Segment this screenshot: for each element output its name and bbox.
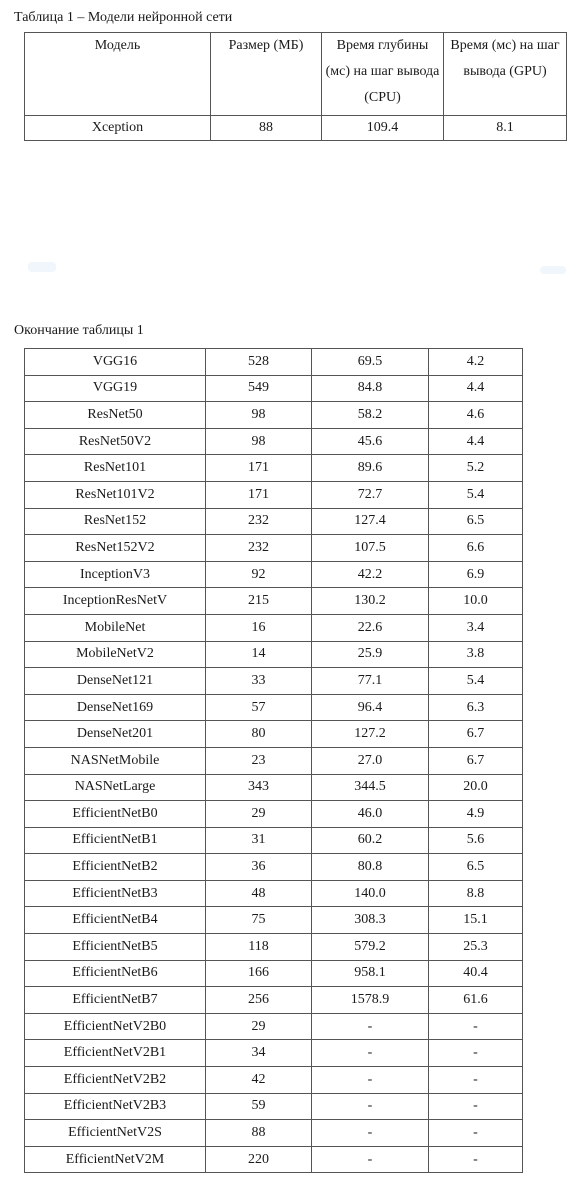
cell-gpu-time: 4.4 xyxy=(429,428,523,455)
table-row xyxy=(25,1146,523,1173)
cell-gpu-time: 6.7 xyxy=(429,721,523,748)
cell-gpu-time: 4.2 xyxy=(429,349,523,376)
cell-model: EfficientNetB7 xyxy=(25,987,206,1014)
cell-size: 29 xyxy=(206,1013,312,1040)
cell-size: 171 xyxy=(206,455,312,482)
cell-model: DenseNet121 xyxy=(25,668,206,695)
cell-model: EfficientNetV2M xyxy=(25,1146,206,1173)
cell-gpu-time: 3.8 xyxy=(429,641,523,668)
cell-model: EfficientNetV2S xyxy=(25,1120,206,1147)
cell-size: 171 xyxy=(206,481,312,508)
table1-caption: Таблица 1 – Модели нейронной сети xyxy=(14,10,233,25)
table-row xyxy=(25,1120,523,1147)
cell-cpu-time: 77.1 xyxy=(312,668,429,695)
cell-size: 98 xyxy=(206,428,312,455)
cell-gpu-time: 4.9 xyxy=(429,801,523,828)
cell-gpu-time: 5.2 xyxy=(429,455,523,482)
cell-size: 232 xyxy=(206,508,312,535)
table-row xyxy=(25,668,523,695)
cell-gpu-time: 3.4 xyxy=(429,614,523,641)
cell-size: 232 xyxy=(206,535,312,562)
cell-cpu-time: 27.0 xyxy=(312,747,429,774)
cell-gpu-time: 5.4 xyxy=(429,481,523,508)
cell-model: EfficientNetB2 xyxy=(25,854,206,881)
cell-gpu-time: 5.4 xyxy=(429,668,523,695)
cell-size: 29 xyxy=(206,801,312,828)
cell-size: 48 xyxy=(206,880,312,907)
table-row xyxy=(25,641,523,668)
scan-artifact xyxy=(540,266,566,274)
table-row xyxy=(25,694,523,721)
table-row xyxy=(25,934,523,961)
cell-model: ResNet152 xyxy=(25,508,206,535)
cell-size: 16 xyxy=(206,614,312,641)
cell-cpu-time: 46.0 xyxy=(312,801,429,828)
cell-model: MobileNet xyxy=(25,614,206,641)
cell-gpu-time: 6.3 xyxy=(429,694,523,721)
cell-size: 57 xyxy=(206,694,312,721)
cell-cpu-time: 72.7 xyxy=(312,481,429,508)
cell-model: NASNetMobile xyxy=(25,747,206,774)
cell-size: 59 xyxy=(206,1093,312,1120)
cell-cpu-time: 42.2 xyxy=(312,561,429,588)
cell-size: 549 xyxy=(206,375,312,402)
cell-model: EfficientNetV2B1 xyxy=(25,1040,206,1067)
cell-cpu-time: 127.2 xyxy=(312,721,429,748)
table-row xyxy=(25,428,523,455)
cell-model: InceptionResNetV xyxy=(25,588,206,615)
models-table xyxy=(24,32,567,141)
cell-gpu-time: 6.5 xyxy=(429,854,523,881)
cell-cpu-time: - xyxy=(312,1146,429,1173)
table-row xyxy=(25,1013,523,1040)
table-row xyxy=(25,455,523,482)
cell-model: EfficientNetB6 xyxy=(25,960,206,987)
cell-model: ResNet152V2 xyxy=(25,535,206,562)
cell-model: ResNet101 xyxy=(25,455,206,482)
cell-gpu-time: 6.5 xyxy=(429,508,523,535)
cell-cpu-time: 80.8 xyxy=(312,854,429,881)
cell-gpu-time: - xyxy=(429,1093,523,1120)
cell-gpu-time: 6.7 xyxy=(429,747,523,774)
cell-size: 528 xyxy=(206,349,312,376)
cell-model: Xception xyxy=(25,116,211,141)
cell-gpu-time: - xyxy=(429,1067,523,1094)
header-model: Модель xyxy=(25,33,211,116)
cell-gpu-time: 61.6 xyxy=(429,987,523,1014)
cell-gpu-time: 8.8 xyxy=(429,880,523,907)
table-row xyxy=(25,508,523,535)
table-row xyxy=(25,721,523,748)
table-row xyxy=(25,987,523,1014)
header-size: Размер (МБ) xyxy=(211,33,322,116)
cell-gpu-time: 4.6 xyxy=(429,402,523,429)
cell-cpu-time: 22.6 xyxy=(312,614,429,641)
cell-size: 14 xyxy=(206,641,312,668)
cell-model: DenseNet169 xyxy=(25,694,206,721)
cell-size: 31 xyxy=(206,827,312,854)
cell-gpu-time: - xyxy=(429,1040,523,1067)
cell-size: 42 xyxy=(206,1067,312,1094)
table-row xyxy=(25,402,523,429)
cell-size: 88 xyxy=(211,116,322,141)
cell-model: VGG19 xyxy=(25,375,206,402)
cell-cpu-time: 107.5 xyxy=(312,535,429,562)
cell-gpu-time: 6.6 xyxy=(429,535,523,562)
table-row xyxy=(25,375,523,402)
table-row xyxy=(25,854,523,881)
cell-cpu-time: - xyxy=(312,1067,429,1094)
cell-cpu-time: 127.4 xyxy=(312,508,429,535)
cell-model: ResNet101V2 xyxy=(25,481,206,508)
cell-cpu-time: 96.4 xyxy=(312,694,429,721)
cell-size: 98 xyxy=(206,402,312,429)
scan-artifact xyxy=(28,262,56,272)
cell-size: 33 xyxy=(206,668,312,695)
cell-cpu-time: 1578.9 xyxy=(312,987,429,1014)
table-row xyxy=(25,827,523,854)
table-row xyxy=(25,1093,523,1120)
cell-cpu-time: 60.2 xyxy=(312,827,429,854)
header-gpu-time: Время (мс) на шаг вывода (GPU) xyxy=(444,33,567,116)
models-table-continued xyxy=(24,348,523,1173)
cell-cpu-time: 89.6 xyxy=(312,455,429,482)
cell-model: MobileNetV2 xyxy=(25,641,206,668)
cell-size: 215 xyxy=(206,588,312,615)
table-row xyxy=(25,481,523,508)
cell-gpu-time: 40.4 xyxy=(429,960,523,987)
cell-cpu-time: 130.2 xyxy=(312,588,429,615)
cell-size: 23 xyxy=(206,747,312,774)
cell-cpu-time: 84.8 xyxy=(312,375,429,402)
cell-model: EfficientNetB1 xyxy=(25,827,206,854)
cell-gpu-time: - xyxy=(429,1120,523,1147)
cell-size: 34 xyxy=(206,1040,312,1067)
cell-size: 118 xyxy=(206,934,312,961)
cell-gpu-time: 15.1 xyxy=(429,907,523,934)
cell-cpu-time: 579.2 xyxy=(312,934,429,961)
cell-cpu-time: - xyxy=(312,1093,429,1120)
cell-model: EfficientNetV2B2 xyxy=(25,1067,206,1094)
header-cpu-time: Время глубины (мс) на шаг вывода (CPU) xyxy=(322,33,444,116)
cell-gpu-time: 8.1 xyxy=(444,116,567,141)
table-row xyxy=(25,747,523,774)
cell-model: EfficientNetV2B3 xyxy=(25,1093,206,1120)
cell-size: 166 xyxy=(206,960,312,987)
cell-cpu-time: 69.5 xyxy=(312,349,429,376)
cell-cpu-time: 58.2 xyxy=(312,402,429,429)
table-row xyxy=(25,774,523,801)
table-row xyxy=(25,535,523,562)
cell-gpu-time: 6.9 xyxy=(429,561,523,588)
table-header-row xyxy=(25,33,567,116)
cell-gpu-time: - xyxy=(429,1013,523,1040)
cell-model: ResNet50 xyxy=(25,402,206,429)
cell-cpu-time: 958.1 xyxy=(312,960,429,987)
cell-size: 256 xyxy=(206,987,312,1014)
table-row xyxy=(25,588,523,615)
cell-size: 343 xyxy=(206,774,312,801)
table-row xyxy=(25,349,523,376)
cell-size: 75 xyxy=(206,907,312,934)
table-row xyxy=(25,1067,523,1094)
cell-cpu-time: - xyxy=(312,1040,429,1067)
cell-model: VGG16 xyxy=(25,349,206,376)
cell-cpu-time: 109.4 xyxy=(322,116,444,141)
table-row xyxy=(25,1040,523,1067)
cell-cpu-time: - xyxy=(312,1120,429,1147)
cell-cpu-time: 45.6 xyxy=(312,428,429,455)
cell-size: 88 xyxy=(206,1120,312,1147)
cell-gpu-time: 20.0 xyxy=(429,774,523,801)
cell-model: EfficientNetB4 xyxy=(25,907,206,934)
table-row xyxy=(25,561,523,588)
table-row xyxy=(25,116,567,141)
cell-cpu-time: 308.3 xyxy=(312,907,429,934)
cell-model: InceptionV3 xyxy=(25,561,206,588)
cell-gpu-time: - xyxy=(429,1146,523,1173)
cell-model: ResNet50V2 xyxy=(25,428,206,455)
table-row xyxy=(25,801,523,828)
cell-model: EfficientNetV2B0 xyxy=(25,1013,206,1040)
cell-model: EfficientNetB3 xyxy=(25,880,206,907)
cell-cpu-time: 140.0 xyxy=(312,880,429,907)
table-row xyxy=(25,880,523,907)
table2-caption: Окончание таблицы 1 xyxy=(14,323,144,338)
cell-cpu-time: 344.5 xyxy=(312,774,429,801)
cell-gpu-time: 10.0 xyxy=(429,588,523,615)
cell-size: 80 xyxy=(206,721,312,748)
cell-model: NASNetLarge xyxy=(25,774,206,801)
table-row xyxy=(25,907,523,934)
cell-model: EfficientNetB5 xyxy=(25,934,206,961)
cell-model: EfficientNetB0 xyxy=(25,801,206,828)
cell-gpu-time: 4.4 xyxy=(429,375,523,402)
cell-model: DenseNet201 xyxy=(25,721,206,748)
table-row xyxy=(25,960,523,987)
cell-cpu-time: - xyxy=(312,1013,429,1040)
cell-size: 220 xyxy=(206,1146,312,1173)
cell-size: 92 xyxy=(206,561,312,588)
cell-size: 36 xyxy=(206,854,312,881)
cell-gpu-time: 5.6 xyxy=(429,827,523,854)
cell-cpu-time: 25.9 xyxy=(312,641,429,668)
table-row xyxy=(25,614,523,641)
cell-gpu-time: 25.3 xyxy=(429,934,523,961)
